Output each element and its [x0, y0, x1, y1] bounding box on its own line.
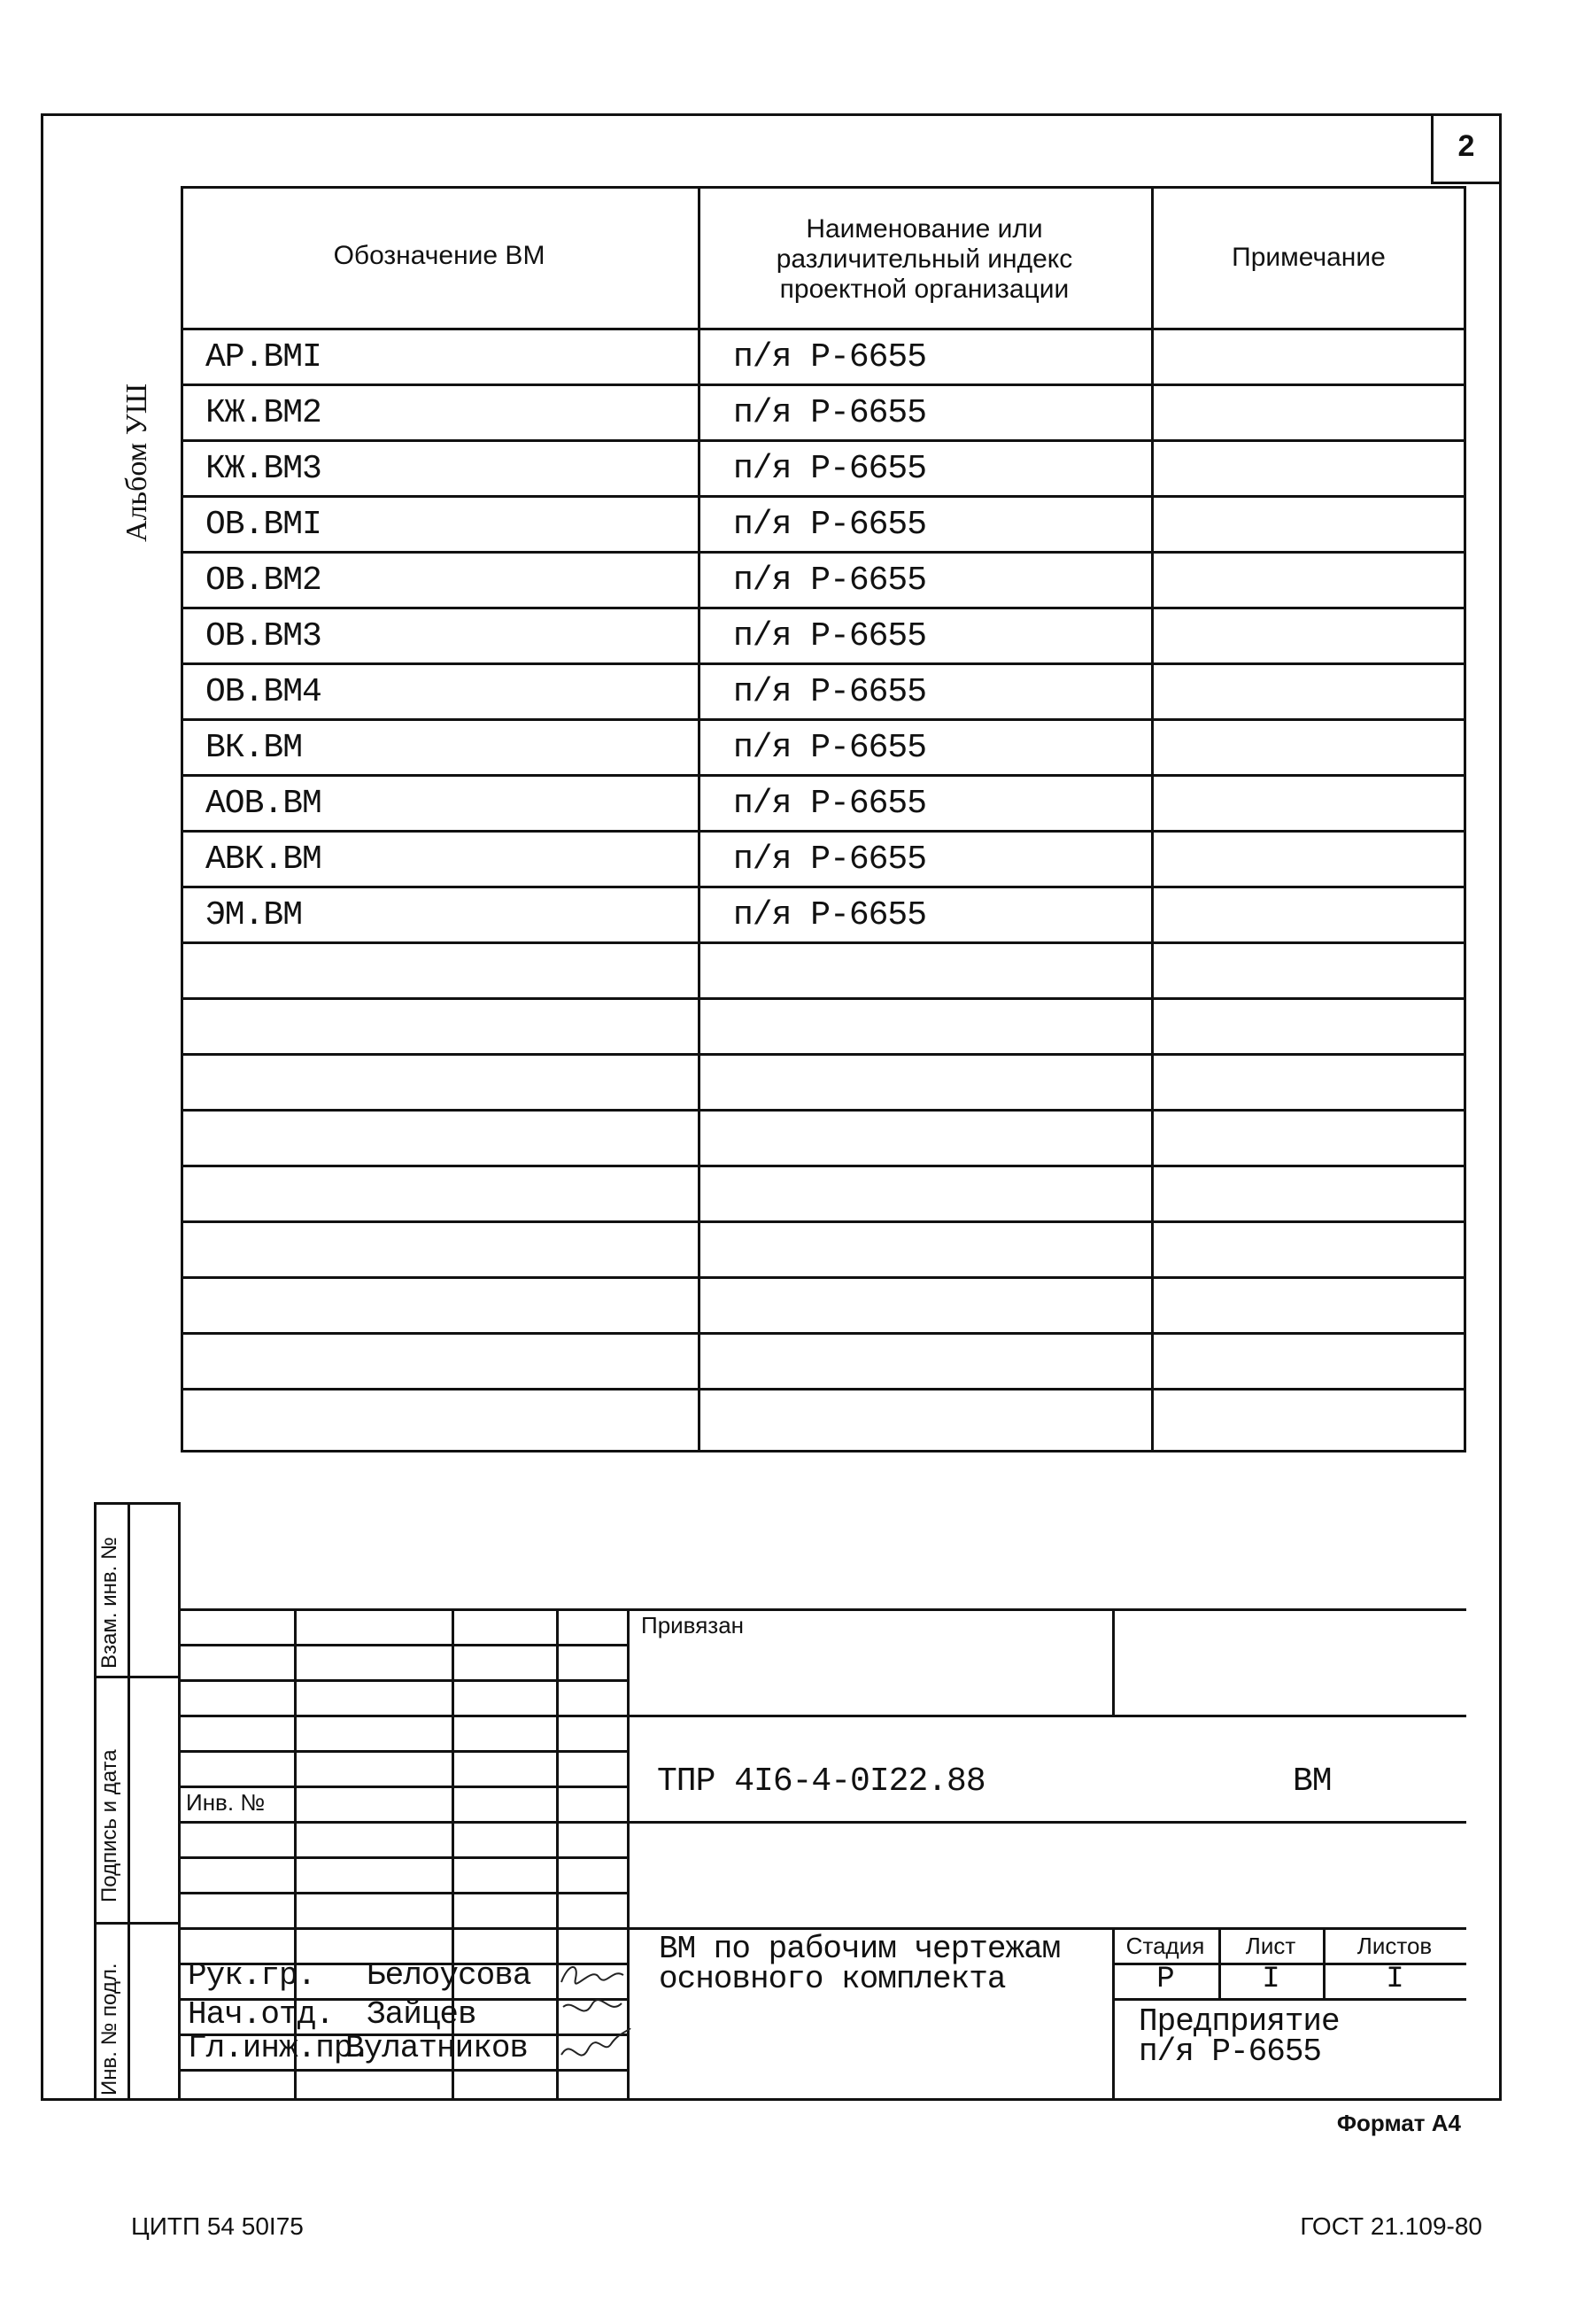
- signature-2: [556, 1995, 627, 2030]
- table-row-line: [181, 1053, 1466, 1056]
- row-name: п/я Р-6655: [733, 785, 927, 823]
- table-row-line: [181, 1388, 1466, 1391]
- title-block-top: [181, 1608, 1466, 1611]
- row-name: п/я Р-6655: [733, 896, 927, 934]
- tb-col-4: [627, 1608, 630, 2101]
- doc-title-line1: ВМ по рабочим чертежам: [659, 1931, 1061, 1967]
- table-row-line: [181, 886, 1466, 888]
- tb-stage-line-2: [1112, 1998, 1466, 2001]
- person-role-1: Рук.гр.: [188, 1957, 316, 1994]
- table-row-line: [181, 383, 1466, 386]
- tb-left-line-9: [181, 1927, 627, 1930]
- sheets-value: I: [1386, 1963, 1403, 1996]
- tb-left-line-4: [181, 1750, 627, 1753]
- col-divider-1: [698, 186, 700, 1452]
- table-row-line: [181, 328, 1466, 330]
- row-designation: ВК.ВМ: [205, 729, 303, 767]
- tb-left-line-1: [181, 1644, 627, 1646]
- format-label: Формат А4: [1336, 2110, 1461, 2136]
- header-name-line2: различительный индекс: [776, 244, 1073, 274]
- header-name-line3: проектной организации: [779, 275, 1070, 304]
- row-designation: АОВ.ВМ: [205, 785, 321, 823]
- doc-mark: ВМ: [1293, 1762, 1332, 1801]
- row-designation: ОВ.ВМ2: [205, 562, 321, 600]
- table-row-line: [181, 439, 1466, 442]
- row-designation: АР.ВМI: [205, 338, 321, 376]
- person-name-2: Зайцев: [367, 1996, 476, 2033]
- tb-left-line-8: [181, 1892, 627, 1894]
- tb-right-line-1: [627, 1715, 1466, 1717]
- tb-left-line-5: [181, 1786, 627, 1788]
- tb-left-line-6: [181, 1821, 627, 1824]
- table-row-line: [181, 1165, 1466, 1167]
- table-row-line: [181, 1109, 1466, 1112]
- header-designation: Обозначение ВМ: [333, 241, 545, 270]
- row-designation: ЭМ.ВМ: [205, 896, 303, 934]
- person-role-3: Гл.инж.пр.: [188, 2030, 371, 2066]
- tb-left-line-2: [181, 1679, 627, 1682]
- tb-left-line-3: [181, 1715, 627, 1717]
- row-name: п/я Р-6655: [733, 673, 927, 711]
- row-designation: КЖ.ВМ3: [205, 450, 321, 488]
- table-row-line: [181, 551, 1466, 554]
- sheet-value: I: [1262, 1963, 1279, 1996]
- side-stamp-divider: [128, 1502, 130, 2101]
- person-name-3: Вулатников: [345, 2030, 529, 2066]
- table-row-line: [181, 662, 1466, 665]
- row-designation: ОВ.ВМI: [205, 506, 321, 544]
- tb-right-line-2: [627, 1821, 1466, 1824]
- table-row-line: [181, 1220, 1466, 1223]
- header-name-line1: Наименование или: [806, 214, 1043, 244]
- side-podpis-data: Подпись и дата: [97, 1749, 121, 1902]
- org-line2: п/я Р-6655: [1139, 2034, 1322, 2070]
- table-row-line: [181, 997, 1466, 1000]
- row-designation: ОВ.ВМ3: [205, 617, 321, 655]
- album-label: Альбом УШ: [120, 383, 153, 542]
- tb-left-line-7: [181, 1856, 627, 1859]
- table-row-line: [181, 1276, 1466, 1279]
- row-name: п/я Р-6655: [733, 450, 927, 488]
- sheet-label: Лист: [1245, 1933, 1296, 1959]
- stage-label: Стадия: [1125, 1933, 1205, 1959]
- header-note: Примечание: [1232, 243, 1386, 272]
- person-role-2: Нач.отд.: [188, 1996, 334, 2033]
- person-name-1: Белоусова: [367, 1957, 531, 1994]
- org-line1: Предприятие: [1139, 2003, 1340, 2040]
- footer-right: ГОСТ 21.109-80: [1300, 2212, 1482, 2240]
- row-designation: ОВ.ВМ4: [205, 673, 321, 711]
- table-row-line: [181, 1332, 1466, 1335]
- table-row-line: [181, 830, 1466, 833]
- tb-right-line-3: [627, 1927, 1466, 1930]
- side-stamp-line-2: [94, 1922, 181, 1925]
- side-inv-podl: Инв. № подл.: [97, 1963, 121, 2095]
- stage-value: Р: [1156, 1963, 1174, 1996]
- side-stamp-line-1: [94, 1676, 181, 1678]
- privyazan-label: Привязан: [641, 1612, 745, 1638]
- row-name: п/я Р-6655: [733, 562, 927, 600]
- row-name: п/я Р-6655: [733, 338, 927, 376]
- tb-right-col-privyazan: [1112, 1608, 1115, 1715]
- row-name: п/я Р-6655: [733, 729, 927, 767]
- col-divider-2: [1151, 186, 1154, 1452]
- table-row-line: [181, 774, 1466, 777]
- page-number: 2: [1457, 129, 1475, 163]
- row-name: п/я Р-6655: [733, 506, 927, 544]
- table-row-line: [181, 607, 1466, 609]
- row-name: п/я Р-6655: [733, 394, 927, 432]
- side-vzam-inv: Взам. инв. №: [97, 1537, 121, 1669]
- footer-left: ЦИТП 54 50I75: [131, 2212, 304, 2240]
- row-name: п/я Р-6655: [733, 841, 927, 879]
- table-row-line: [181, 495, 1466, 498]
- row-designation: АВК.ВМ: [205, 841, 321, 879]
- row-designation: КЖ.ВМ2: [205, 394, 321, 432]
- inv-no-label: Инв. №: [186, 1789, 266, 1816]
- row-name: п/я Р-6655: [733, 617, 927, 655]
- doc-title-line2: основного комплекта: [659, 1961, 1006, 1997]
- sheets-label: Листов: [1356, 1933, 1433, 1959]
- signature-3: [556, 2028, 636, 2081]
- doc-code: ТПР 4I6-4-0I22.88: [657, 1762, 985, 1801]
- table-row-line: [181, 718, 1466, 721]
- table-row-line: [181, 941, 1466, 944]
- signature-1: [556, 1957, 627, 1993]
